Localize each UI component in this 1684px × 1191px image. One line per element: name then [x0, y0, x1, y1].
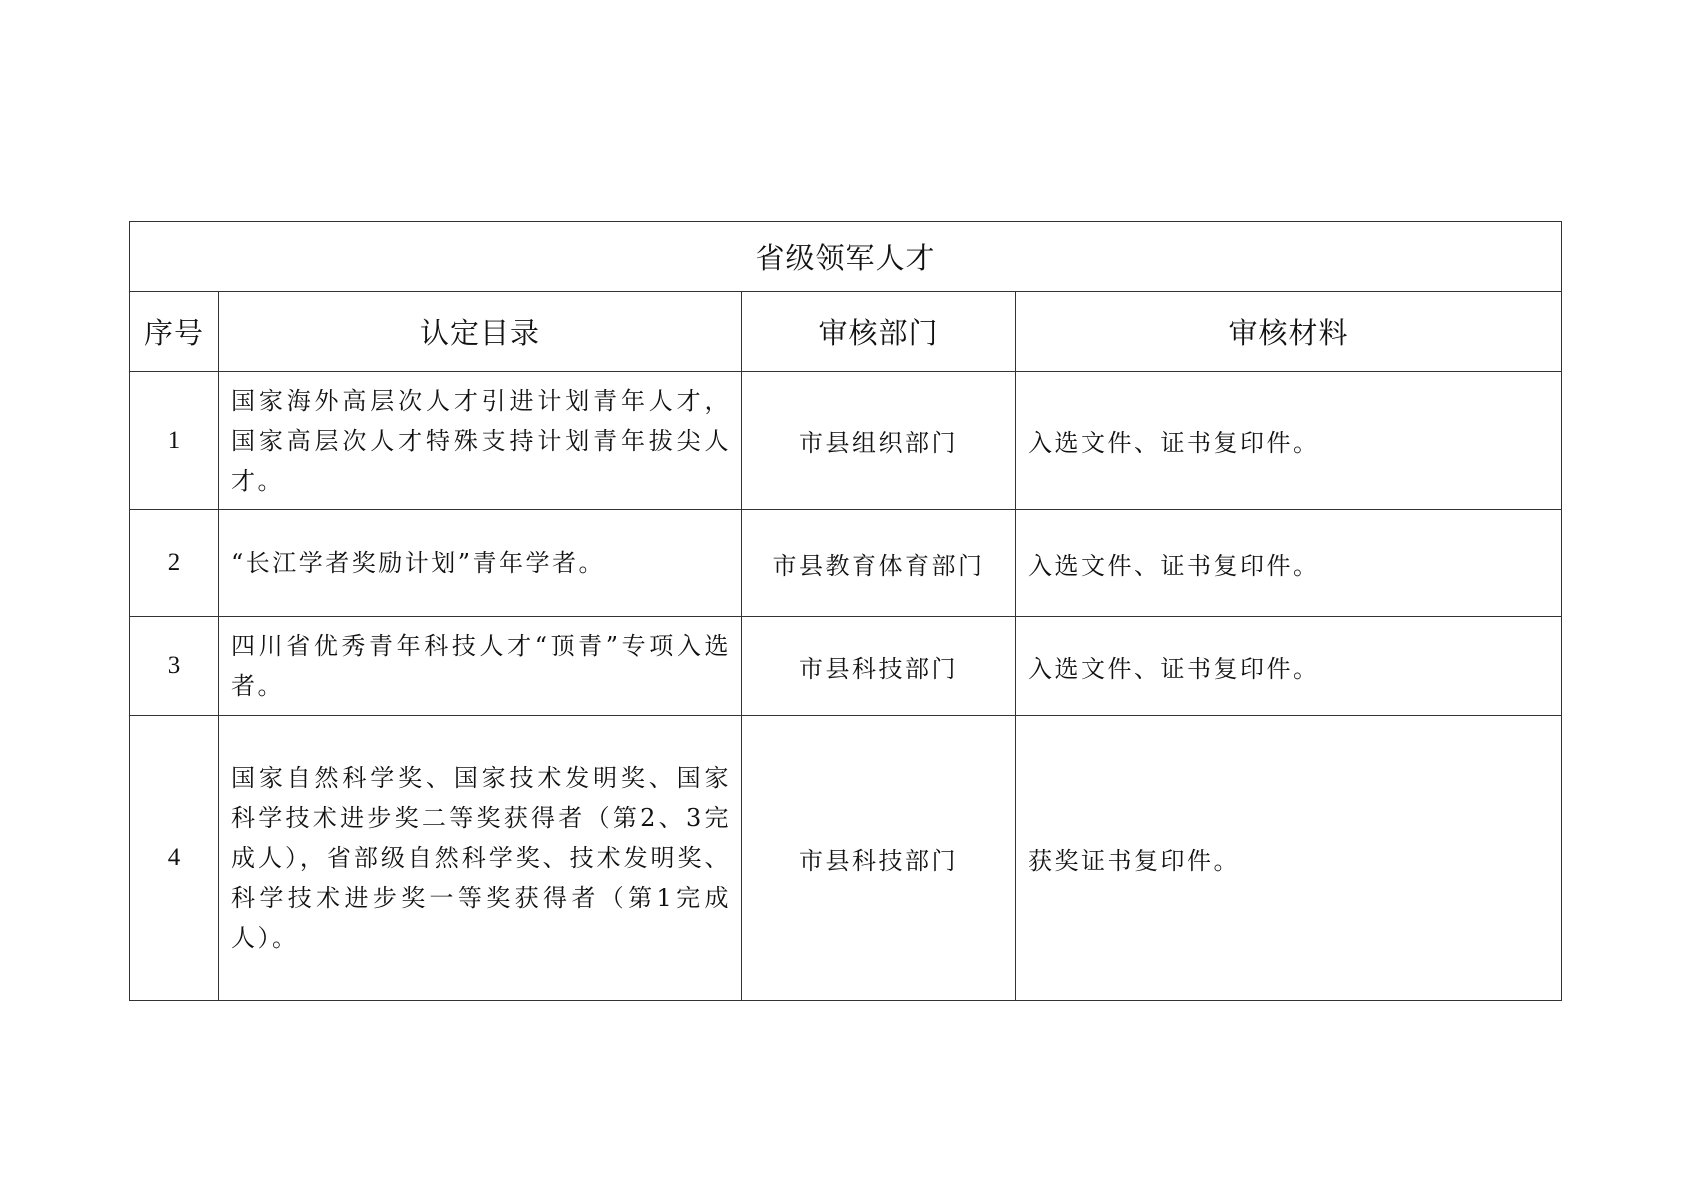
row-materials: 获奖证书复印件。: [1016, 716, 1562, 1001]
row-index: 4: [130, 716, 219, 1001]
row-materials: 入选文件、证书复印件。: [1016, 372, 1562, 510]
row-index: 2: [130, 510, 219, 617]
row-catalog: 国家自然科学奖、国家技术发明奖、国家科学技术进步奖二等奖获得者（第2、3完成人），省部级自然科学奖、技术发明奖、科学技术进步奖一等奖获得者（第1完成人）。: [219, 716, 742, 1001]
row-index: 3: [130, 617, 219, 716]
table-header-row: [130, 292, 1562, 372]
talent-catalog-table: [129, 221, 1562, 1001]
header-catalog: 认定目录: [219, 292, 742, 372]
row-department: 市县科技部门: [742, 617, 1016, 716]
table-title: 省级领军人才: [130, 222, 1562, 292]
row-catalog: “长江学者奖励计划”青年学者。: [219, 510, 742, 617]
header-materials: 审核材料: [1016, 292, 1562, 372]
row-department: 市县科技部门: [742, 716, 1016, 1001]
table-row: [130, 372, 1562, 510]
row-department: 市县组织部门: [742, 372, 1016, 510]
table-row: [130, 617, 1562, 716]
table-row: [130, 510, 1562, 617]
row-index: 1: [130, 372, 219, 510]
header-department: 审核部门: [742, 292, 1016, 372]
row-catalog: 国家海外高层次人才引进计划青年人才，国家高层次人才特殊支持计划青年拔尖人才。: [219, 372, 742, 510]
row-catalog: 四川省优秀青年科技人才“顶青”专项入选者。: [219, 617, 742, 716]
row-department: 市县教育体育部门: [742, 510, 1016, 617]
table-row: [130, 716, 1562, 1001]
header-index: 序号: [130, 292, 219, 372]
row-materials: 入选文件、证书复印件。: [1016, 617, 1562, 716]
table-title-row: [130, 222, 1562, 292]
row-materials: 入选文件、证书复印件。: [1016, 510, 1562, 617]
